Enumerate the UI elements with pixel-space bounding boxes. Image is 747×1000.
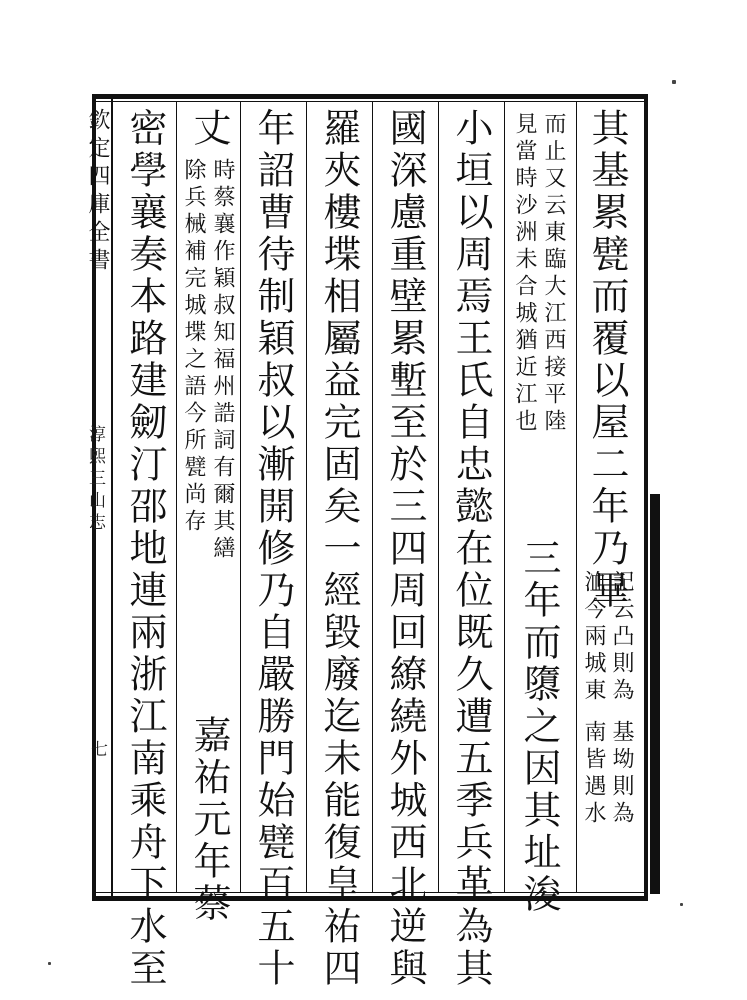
page-number: 七 [87, 740, 107, 762]
column-divider [576, 101, 577, 892]
column-divider [372, 101, 373, 892]
text-column-5: 羅夾樓堞相屬益完固矣一經毀廢迄未能復皇祐四 [317, 108, 361, 990]
book-title: 淳熙三山志 [85, 425, 105, 535]
text-column-7-note-b: 除兵械補完城堞之語今所甓尚存 [181, 158, 206, 536]
right-edge-bar [650, 494, 660, 894]
bottom-border-inner-rule [92, 892, 648, 893]
column-divider [176, 101, 177, 892]
column-divider [504, 101, 505, 892]
text-column-2-note-a: 而止又云東臨大江西接平陸 [541, 112, 566, 436]
text-column-7-main: 丈 [187, 108, 231, 150]
text-column-7-note-a: 時蔡襄作穎叔知福州誥詞有爾其繕 [210, 158, 235, 563]
scan-speck [680, 903, 683, 906]
bottom-border-rule [92, 896, 648, 901]
text-column-1-note-b: 洫今兩城東 [581, 570, 606, 705]
top-border-rule [92, 94, 648, 99]
text-column-4: 國深慮重壁累塹至於三四周回繚繞外城西北逆與 [383, 108, 427, 990]
text-column-7-tail: 嘉祐元年蔡 [187, 715, 231, 925]
column-divider [240, 101, 241, 892]
library-title: 欽定四庫全書 [85, 108, 110, 276]
text-column-2-note-b: 見當時沙洲未合城猶近江也 [512, 112, 537, 436]
scan-speck [672, 80, 676, 84]
text-column-1-tail-a: 基坳則為 [609, 720, 634, 828]
column-divider [438, 101, 439, 892]
text-column-1: 其基累甓而覆以屋二年乃畢 [585, 108, 629, 612]
text-column-2-main: 三年而隳之因其址浚 [517, 538, 561, 916]
scan-speck [48, 962, 51, 965]
text-column-1-tail-b: 南皆遇水 [581, 720, 606, 828]
text-column-1-note-a: 記云凸則為 [609, 570, 634, 705]
column-divider [306, 101, 307, 892]
text-column-8: 密學襄奏本路建劒汀邵地連兩浙江南乘舟下水至 [123, 108, 167, 990]
text-column-3: 小垣以周焉王氏自忠懿在位既久遭五季兵革為其 [449, 108, 493, 990]
fold-margin-rule [111, 94, 113, 901]
text-column-6: 年詔曹待制穎叔以漸開修乃自嚴勝門始甓百五十 [251, 108, 295, 990]
right-border-rule [644, 94, 648, 901]
